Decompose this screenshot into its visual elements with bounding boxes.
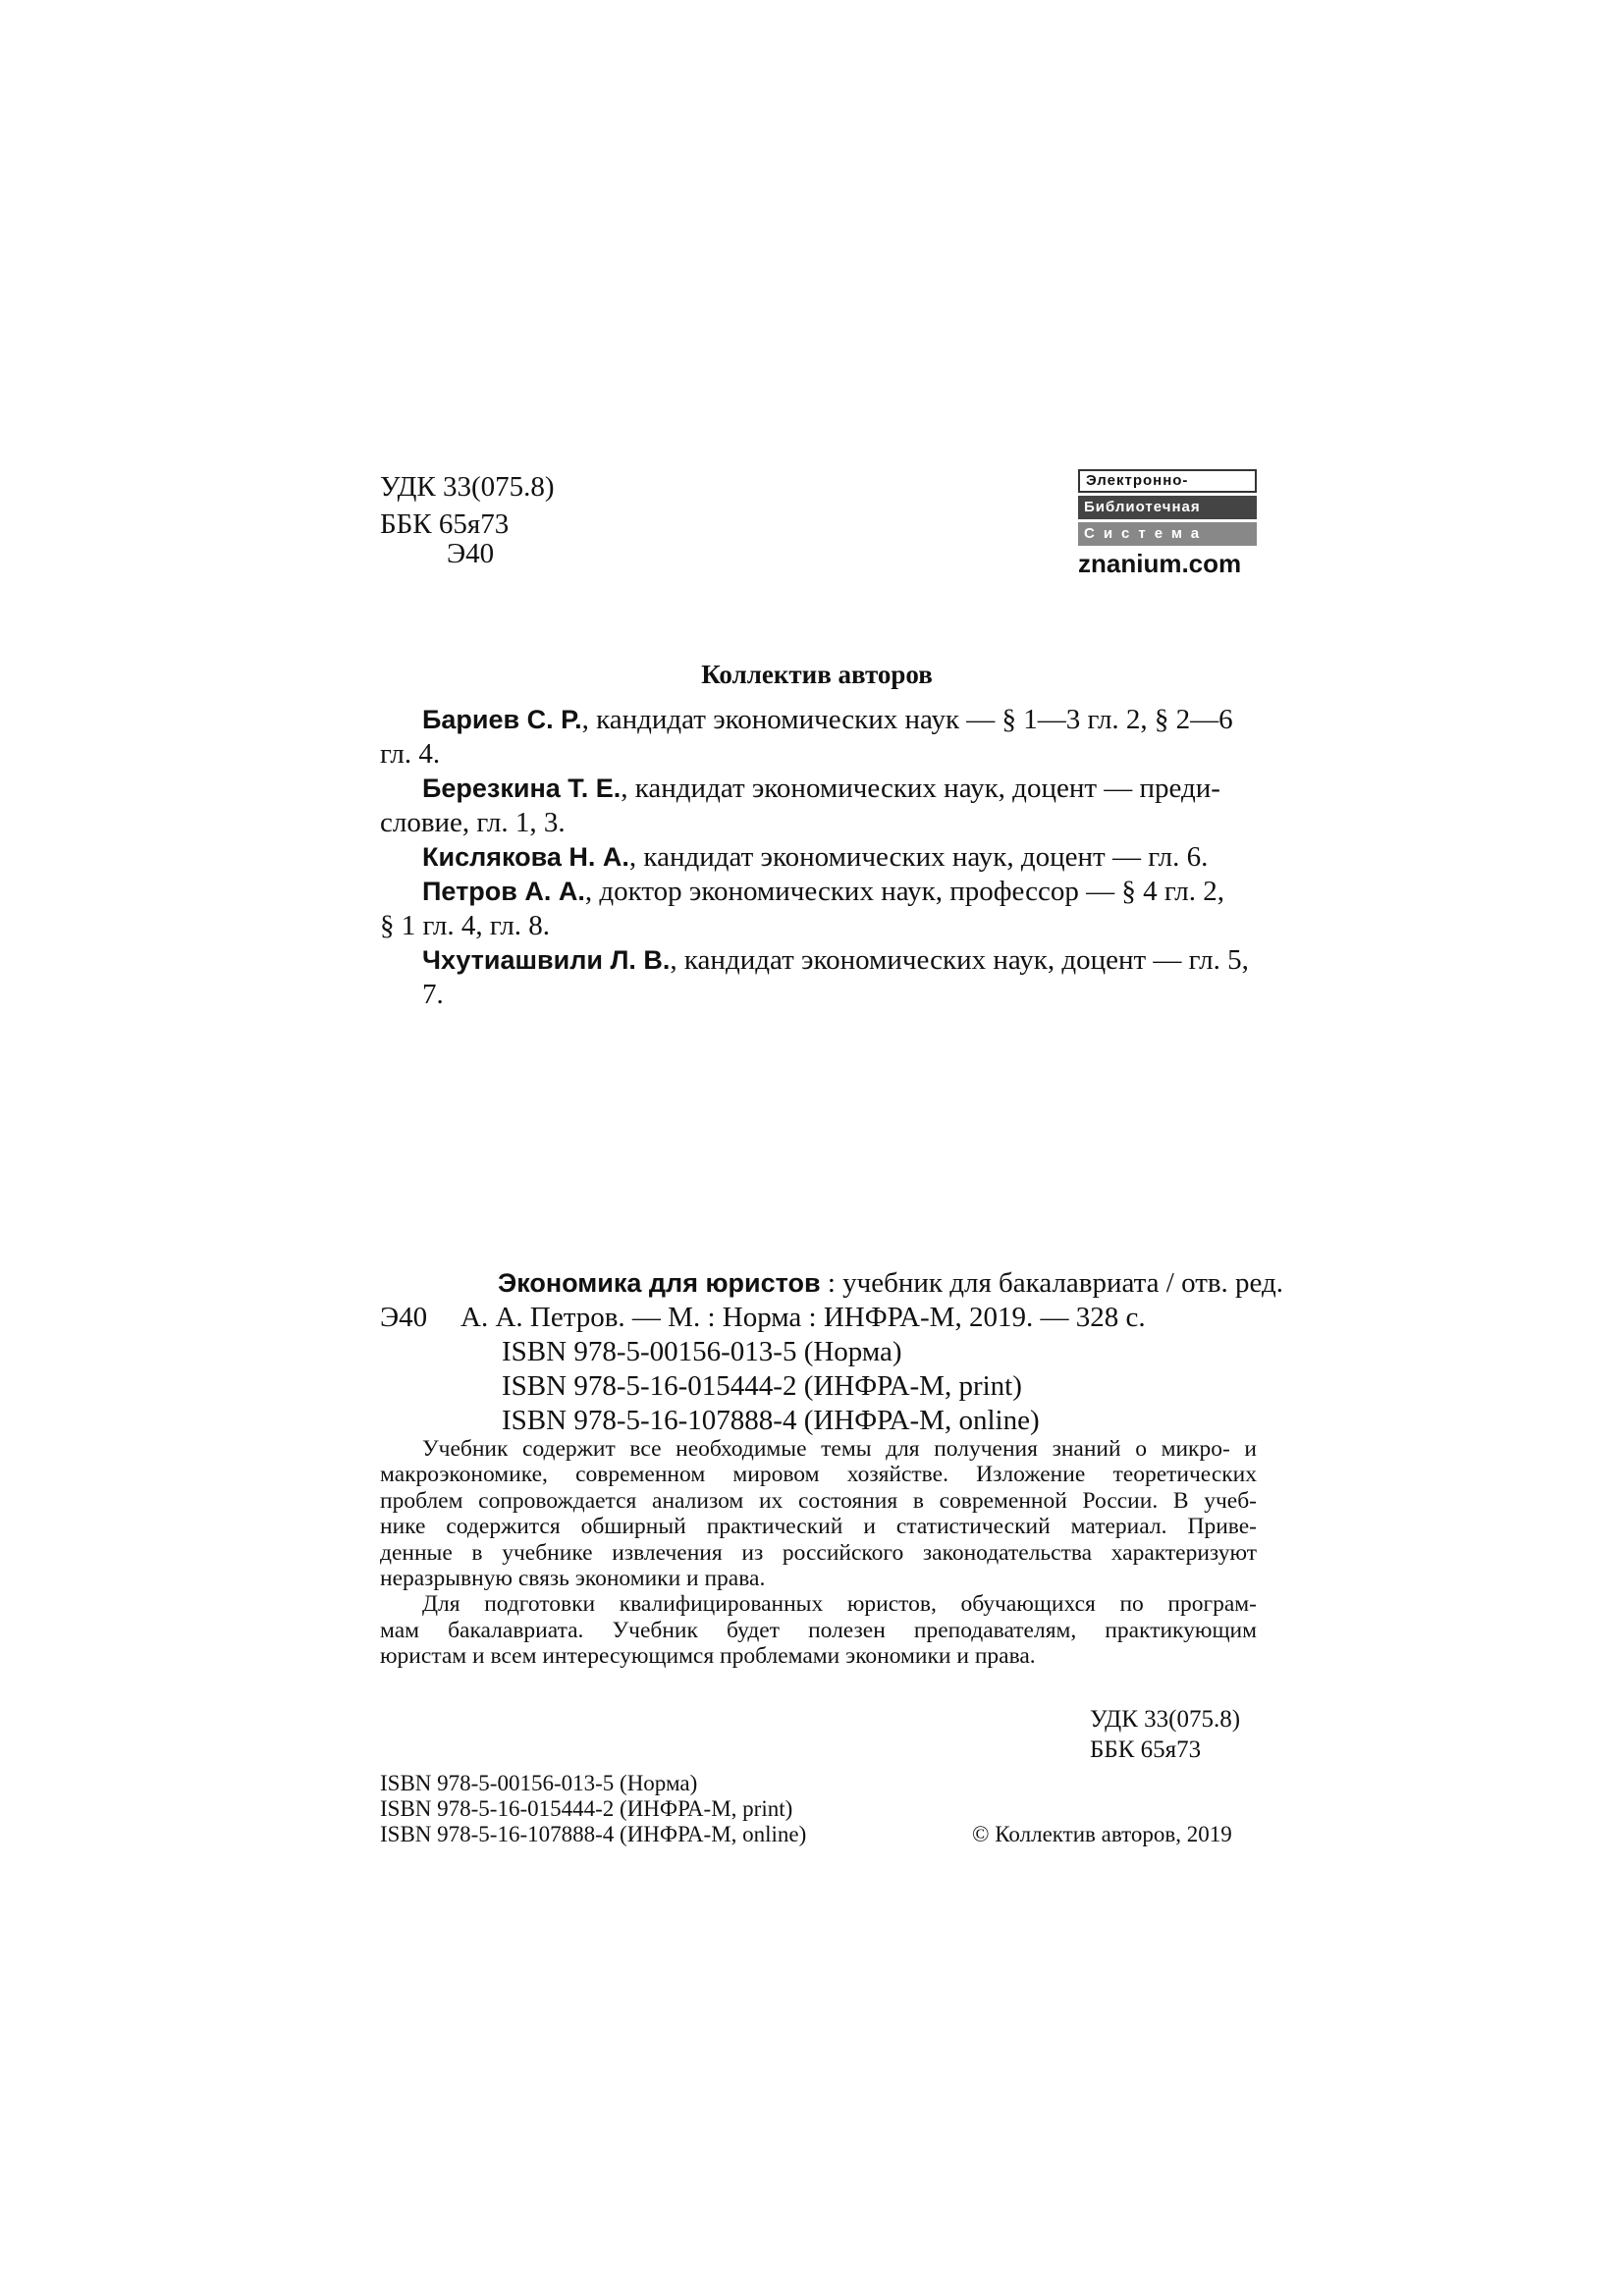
- author-name: Кислякова Н. А.: [422, 842, 629, 872]
- bbk-code: ББК 65я73: [380, 508, 510, 540]
- isbn-line: ISBN 978-5-16-015444-2 (ИНФРА-М, print): [502, 1370, 1022, 1402]
- bottom-isbn: ISBN 978-5-00156-013-5 (Норма): [380, 1771, 698, 1795]
- author-role: , кандидат экономических наук — § 1—3 гл. 2, § 2—6: [581, 704, 1233, 735]
- authors-heading: Коллектив авторов: [701, 660, 933, 689]
- bottom-isbn: ISBN 978-5-16-107888-4 (ИНФРА-М, online): [380, 1822, 807, 1846]
- annotation-line: мам бакалавриата. Учебник будет полезен преподавателям, практикующим: [380, 1617, 1257, 1643]
- annotation-line: денные в учебнике извлечения из российского законодательства характеризуют: [380, 1539, 1257, 1566]
- author-entry: [380, 875, 1257, 909]
- isbn-line: ISBN 978-5-00156-013-5 (Норма): [502, 1336, 902, 1367]
- author-sign: Э40: [447, 538, 495, 569]
- logo-site: znanium.com: [1078, 549, 1242, 578]
- author-entry: [380, 840, 1257, 875]
- author-name: Бариев С. Р.: [422, 705, 582, 734]
- annotation-line: макроэкономике, современном мировом хозяйстве. Изложение теоретических: [380, 1462, 1257, 1488]
- author-role: , доктор экономических наук, профессор — § 4 гл. 2,: [584, 876, 1225, 907]
- logo-line-2: Библиотечная: [1078, 496, 1257, 519]
- author-entry-cont: § 1 гл. 4, гл. 8.: [380, 910, 551, 941]
- logo-line-1: Электронно-: [1078, 469, 1257, 493]
- bottom-bbk: ББК 65я73: [1090, 1736, 1202, 1763]
- author-name: Петров А. А.: [422, 877, 585, 906]
- bottom-isbn: ISBN 978-5-16-015444-2 (ИНФРА-М, print): [380, 1796, 793, 1821]
- annotation: [380, 1436, 1257, 1670]
- znanium-logo: [1078, 469, 1257, 578]
- author-name: Чхутиашвили Л. В.: [422, 945, 671, 975]
- author-role: , кандидат экономических наук, доцент — гл. 6.: [628, 841, 1209, 873]
- copyright: © Коллектив авторов, 2019: [972, 1822, 1232, 1846]
- udk-code: УДК 33(075.8): [380, 471, 555, 503]
- annotation-line: Учебник содержит все необходимые темы для получения знаний о микро- и: [422, 1436, 1257, 1462]
- author-entry: [380, 772, 1257, 806]
- book-title: Экономика для юристов: [498, 1268, 821, 1298]
- author-name: Березкина Т. Е.: [422, 774, 622, 803]
- bib-title-line: [498, 1266, 1283, 1301]
- bottom-udk: УДК 33(075.8): [1090, 1706, 1241, 1733]
- author-entry-cont: гл. 4.: [380, 738, 441, 770]
- annotation-line: Для подготовки квалифицированных юристов, обучающихся по програм-: [422, 1591, 1257, 1618]
- annotation-paragraph: [380, 1436, 1257, 1591]
- author-role: , кандидат экономических наук, доцент — гл. 5, 7.: [422, 944, 1249, 1010]
- author-role: , кандидат экономических наук, доцент — преди-: [621, 773, 1220, 804]
- logo-line-3: Система: [1078, 522, 1257, 546]
- author-entry-cont: словие, гл. 1, 3.: [380, 807, 566, 838]
- author-entry: [380, 703, 1257, 737]
- authors-list: [380, 703, 1257, 1012]
- annotation-line: неразрывную связь экономики и права.: [380, 1566, 766, 1592]
- bib-sign: Э40: [380, 1302, 428, 1333]
- annotation-line: юристам и всем интересующимся проблемами экономики и права.: [380, 1643, 1036, 1670]
- author-entry: [380, 943, 1257, 1012]
- annotation-line: проблем сопровождается анализом их состояния в современной России. В учеб-: [380, 1487, 1257, 1514]
- isbn-line: ISBN 978-5-16-107888-4 (ИНФРА-М, online): [502, 1405, 1040, 1436]
- bib-line-2: А. А. Петров. — М. : Норма : ИНФРА-М, 2019. — 328 с.: [460, 1302, 1146, 1333]
- annotation-paragraph: [380, 1591, 1257, 1669]
- annotation-line: нике содержится обширный практический и статистический материал. Приве-: [380, 1514, 1257, 1540]
- bib-line-1: : учебник для бакалавриата / отв. ред.: [820, 1267, 1284, 1299]
